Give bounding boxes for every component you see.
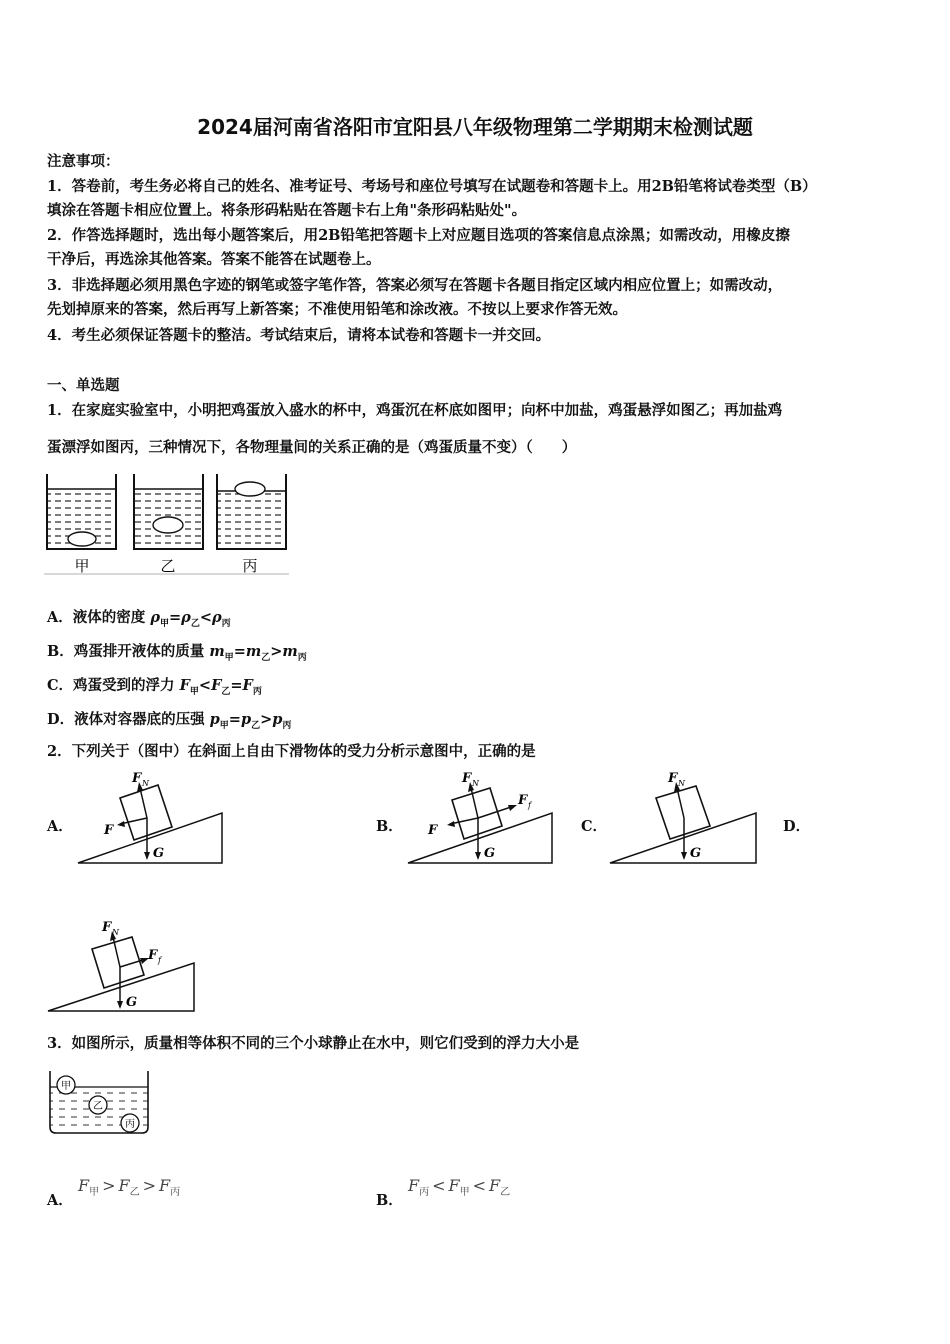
svg-text:N: N xyxy=(142,779,149,788)
notice-line: 填涂在答题卡相应位置上。将条形码粘贴在答题卡右上角"条形码粘贴处"。 xyxy=(47,202,527,219)
label-jia: 甲 xyxy=(74,557,90,575)
svg-text:F: F xyxy=(668,771,678,786)
notice-line: 先划掉原来的答案，然后再写上新答案；不准使用铅笔和涂改液。不按以上要求作答无效。 xyxy=(47,301,627,318)
svg-text:N: N xyxy=(678,779,685,788)
egg xyxy=(235,482,265,496)
q3-stem: 3．如图所示，质量相等体积不同的三个小球静止在水中，则它们受到的浮力大小是 xyxy=(47,1035,580,1052)
q3-option-a-formula[interactable]: $F_甲 > F_乙 > F_丙$ xyxy=(78,1176,181,1199)
notice-line: 2．作答选择题时，选出每小题答案后，用2B铅笔把答题卡上对应题目选项的答案信息点涂黑；如需改动，用橡皮擦 xyxy=(47,227,790,244)
svg-text:F: F xyxy=(462,771,472,786)
q2-diagram-a xyxy=(72,768,232,868)
notice-line: 4．考生必须保证答题卡的整洁。考试结束后，请将本试卷和答题卡一并交回。 xyxy=(47,327,551,344)
q1-option-c[interactable]: C．鸡蛋受到的浮力 $F_甲<F_乙=F_丙$ xyxy=(47,677,262,697)
q2-diagram-c xyxy=(606,768,766,868)
svg-text:甲: 甲 xyxy=(61,1081,71,1092)
svg-text:G: G xyxy=(126,995,138,1010)
q3-option-b-formula[interactable]: $F_丙 < F_甲 < F_乙$ xyxy=(408,1176,511,1199)
notice-line: 干净后，再选涂其他答案。答案不能答在试题卷上。 xyxy=(47,251,381,268)
svg-text:G: G xyxy=(153,846,165,861)
label-yi: 乙 xyxy=(160,557,176,575)
beaker-jia xyxy=(47,474,116,549)
q2-option-b-letter[interactable]: B． xyxy=(376,818,403,835)
q2-stem: 2．下列关于（图中）在斜面上自由下滑物体的受力分析示意图中，正确的是 xyxy=(47,743,536,760)
q2-option-d-letter[interactable]: D． xyxy=(783,818,811,835)
notice-heading: 注意事项： xyxy=(47,153,120,170)
q1-stem-line2: 蛋漂浮如图丙，三种情况下，各物理量间的关系正确的是（鸡蛋质量不变）（ ） xyxy=(47,439,577,456)
svg-text:f: f xyxy=(528,801,531,810)
q3-balls-figure xyxy=(46,1065,152,1137)
beaker-bing xyxy=(217,474,286,549)
svg-text:F: F xyxy=(132,771,142,786)
q1-option-a[interactable]: A．液体的密度 $\rho_甲=\rho_乙<\rho_丙$ xyxy=(47,609,231,629)
q2-diagram-d xyxy=(44,915,204,1015)
q2-option-c-letter[interactable]: C． xyxy=(581,818,608,835)
q1-option-b[interactable]: B．鸡蛋排开液体的质量 $m_甲=m_乙>m_丙$ xyxy=(47,643,307,663)
svg-text:F: F xyxy=(104,823,114,838)
svg-text:G: G xyxy=(484,846,496,861)
q2-option-a-letter[interactable]: A． xyxy=(47,818,73,835)
svg-text:G: G xyxy=(690,846,702,861)
notice-line: 3．非选择题必须用黑色字迹的钢笔或签字笔作答，答案必须写在答题卡各题目指定区域内相应位置上；如需改动， xyxy=(47,277,783,294)
page-title: 2024届河南省洛阳市宜阳县八年级物理第二学期期末检测试题 xyxy=(197,115,753,139)
svg-text:N: N xyxy=(112,928,119,937)
q3-option-a-letter[interactable]: A． xyxy=(47,1192,73,1209)
egg xyxy=(68,532,96,546)
label-bing: 丙 xyxy=(242,557,258,575)
beaker-yi xyxy=(134,474,203,549)
q1-egg-figure xyxy=(44,470,289,580)
svg-text:F: F xyxy=(428,823,438,838)
svg-text:N: N xyxy=(472,779,479,788)
svg-text:乙: 乙 xyxy=(93,1101,103,1112)
svg-text:丙: 丙 xyxy=(125,1119,135,1130)
notice-line: 1．答卷前，考生务必将自己的姓名、准考证号、考场号和座位号填写在试题卷和答题卡上。用2B铅笔将试卷类型（B） xyxy=(47,178,817,195)
q2-diagram-b xyxy=(404,768,564,868)
svg-text:F: F xyxy=(518,793,528,808)
section-heading: 一、单选题 xyxy=(47,377,120,394)
svg-text:f: f xyxy=(158,956,161,965)
q1-stem-line1: 1．在家庭实验室中，小明把鸡蛋放入盛水的杯中，鸡蛋沉在杯底如图甲；向杯中加盐，鸡蛋悬浮如图乙；再加盐鸡 xyxy=(47,402,783,419)
q1-option-d[interactable]: D．液体对容器底的压强 $p_甲=p_乙>p_丙$ xyxy=(47,711,292,731)
q3-option-b-letter[interactable]: B． xyxy=(376,1192,403,1209)
svg-text:F: F xyxy=(148,948,158,963)
egg xyxy=(153,517,183,533)
svg-text:F: F xyxy=(102,920,112,935)
